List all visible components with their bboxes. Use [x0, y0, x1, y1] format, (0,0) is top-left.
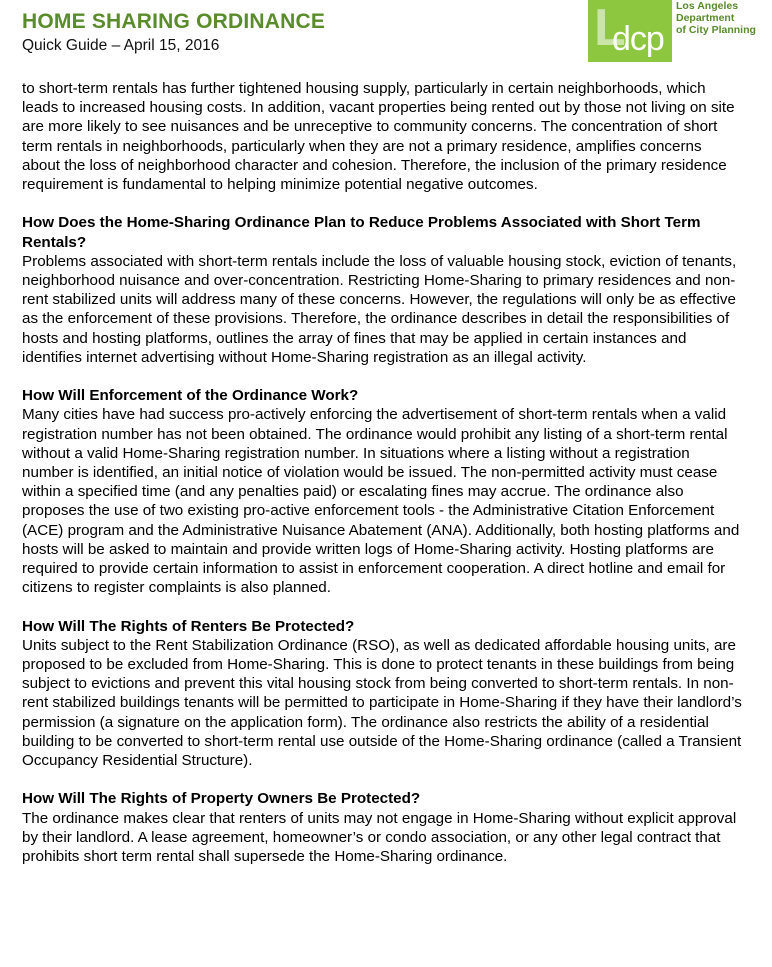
section-owner-rights: [22, 789, 742, 866]
section-body: Many cities have had success pro-actively enforcing the advertisement of short-term rentals when a valid registration number has not been obtained. The ordinance would prohibit any listing of a short-term rental without a valid Home-Sharing registration number. In situations where a listing without a registration number is identified, an initial notice of violation would be issued. The non-permitted activity must cease within a specified time (and any penalties paid) or escalating fines may accrue. The ordinance also proposes the use of two existing pro-active enforcement tools - the Administrative Citation Enforcement (ACE) program and the Administrative Nuisance Abatement (ANA). Additionally, both hosting platforms and hosts will be asked to maintain and provide written logs of Home-Sharing activity. Hosting platforms are required to provide certain information to assist in enforcement cooperation. A direct hotline and email for citizens to register complaints is also planned.: [22, 406, 740, 597]
logo-line-1: Los Angeles: [676, 0, 739, 12]
document-body: [22, 79, 742, 866]
section-body: Units subject to the Rent Stabilization Ordinance (RSO), as well as dedicated affordable housing units, are proposed to be excluded from Home-Sharing. This is done to protect tenants in these buildings from being subject to evictions and prevent this vital housing stock from being converted to short-term rentals. In non-rent stabilized buildings tenants will be permitted to participate in Home-Sharing if they have their landlord’s permission (a signature on the application form). The ordinance also restricts the ability of a residential building to be converted to short-term rental use outside of the Home-Sharing ordinance (called a Transient Occupancy Residential Structure).: [22, 636, 742, 770]
section-heading: How Will Enforcement of the Ordinance Work?: [22, 387, 359, 405]
document-title: HOME SHARING ORDINANCE: [22, 10, 326, 33]
document-subtitle: Quick Guide – April 15, 2016: [22, 37, 220, 54]
section-heading: How Will The Rights of Renters Be Protected?: [22, 617, 355, 635]
section-body: The ordinance makes clear that renters of units may not engage in Home-Sharing without explicit approval by their landlord. A lease agreement, homeowner’s or condo association, or any other legal contract that prohibits short term rental shall supersede the Home-Sharing ordinance.: [22, 809, 737, 866]
logo-line-2: Department: [676, 12, 735, 24]
intro-paragraph: to short-term rentals has further tightened housing supply, particularly in certain neighborhoods, which leads to increased housing costs. In addition, vacant properties being rented out by those not living on site are more likely to see nuisances and be unreceptive to community concerns. The concentration of short term rentals in neighborhoods, particularly when they are not a primary residence, amplifies concerns about the loss of neighborhood character and cohesion. Therefore, the inclusion of the primary residence requirement is fundamental to helping minimize potential negative outcomes.: [22, 80, 735, 194]
section-reduce-problems: [22, 213, 742, 367]
logo-line-3: of City Planning: [676, 24, 756, 36]
ladcp-logo: [588, 0, 768, 64]
section-heading: How Does the Home-Sharing Ordinance Plan to Reduce Problems Associated with Short Term Rentals?: [22, 214, 701, 251]
section-enforcement: [22, 386, 742, 597]
logo-mark-dcp: dcp: [612, 20, 664, 58]
logo-mark-l: L: [594, 0, 626, 57]
section-renter-rights: [22, 617, 742, 771]
logo-mark: [588, 0, 672, 62]
logo-agency-name: [676, 0, 768, 36]
section-heading: How Will The Rights of Property Owners Be Protected?: [22, 790, 421, 808]
document-header: [22, 8, 325, 56]
section-body: Problems associated with short-term rentals include the loss of valuable housing stock, eviction of tenants, neighborhood nuisance and over-concentration. Restricting Home-Sharing to primary residences and non-rent stabilized units will address many of these concerns. However, the regulations will only be as effective as the enforcement of these provisions. Therefore, the ordinance describes in detail the responsibilities of hosts and hosting platforms, outlines the array of fines that may be applied in certain instances and identifies internet advertising without Home-Sharing registration as an illegal activity.: [22, 252, 737, 366]
